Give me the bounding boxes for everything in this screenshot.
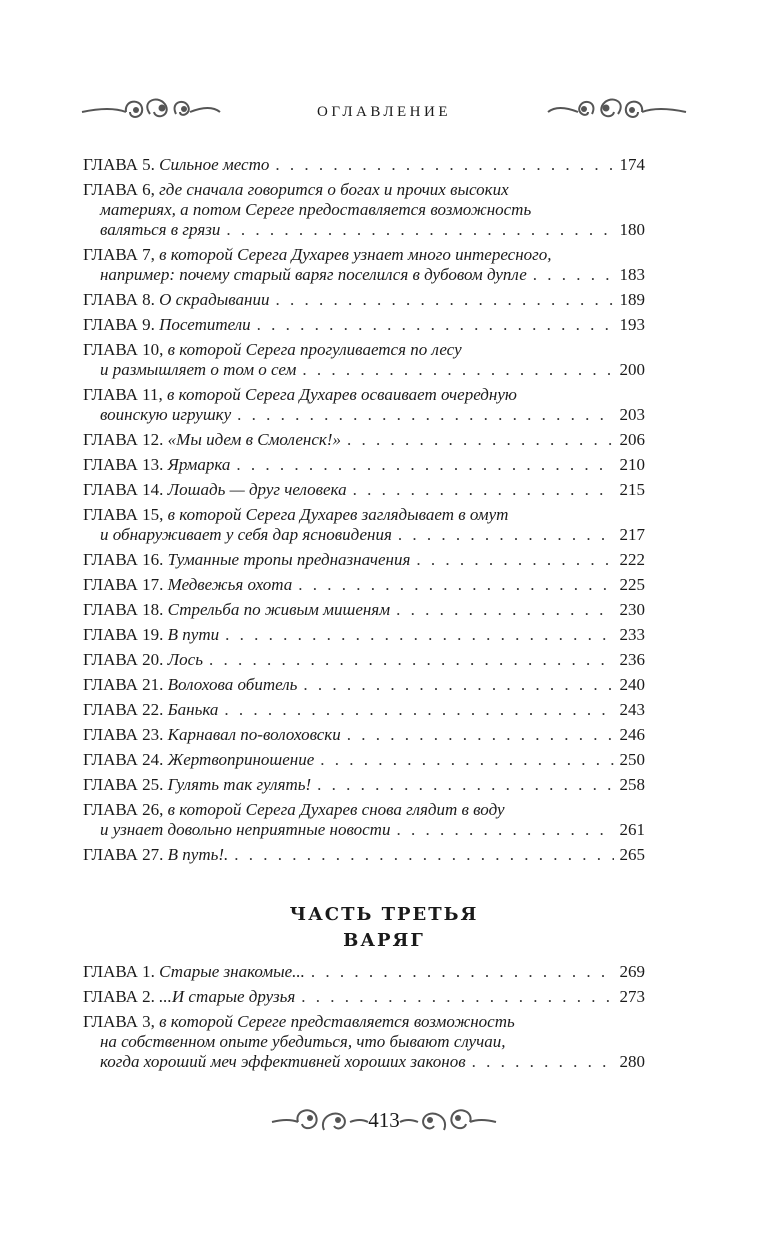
chapter-label: ГЛАВА 10,	[83, 340, 168, 359]
toc-entry	[83, 455, 645, 475]
chapter-page-number: 236	[619, 650, 645, 669]
dot-leader	[341, 725, 614, 745]
toc-entry-line	[83, 430, 645, 450]
chapter-label: ГЛАВА 3,	[83, 1012, 160, 1031]
dot-leader	[390, 820, 613, 840]
chapter-page-number: 243	[619, 700, 645, 719]
toc-entry-line	[83, 265, 645, 285]
chapter-title: Банька	[167, 700, 219, 719]
chapter-title: Ярмарка	[167, 455, 231, 474]
chapter-title: в которой Серега Духарев снова глядит в воду	[167, 800, 505, 819]
chapter-label: ГЛАВА 2.	[83, 987, 160, 1006]
dot-leader	[527, 265, 614, 285]
dot-leader	[231, 405, 613, 425]
toc-entry-line	[83, 962, 645, 982]
chapter-page-number: 230	[619, 600, 645, 619]
toc-entry-line	[83, 480, 645, 500]
chapter-title: Лошадь — друг человека	[167, 480, 347, 499]
chapter-label: ГЛАВА 23.	[83, 725, 168, 744]
toc-entry-line	[83, 725, 645, 745]
chapter-title: «Мы идем в Смоленск!»	[167, 430, 341, 449]
chapter-title: Гулять так гулять!	[167, 775, 312, 794]
chapter-title: воинскую игрушку	[100, 405, 232, 424]
chapter-title: и узнает довольно неприятные новости	[100, 820, 391, 839]
chapter-label: ГЛАВА 15,	[83, 505, 168, 524]
chapter-page-number: 273	[619, 987, 645, 1006]
toc-entry	[83, 180, 645, 240]
toc-entry	[83, 340, 645, 380]
chapter-label: ГЛАВА 19.	[83, 625, 168, 644]
chapter-label: ГЛАВА 16.	[83, 550, 168, 569]
chapter-title: О скрадывании	[159, 290, 270, 309]
chapter-page-number: 246	[619, 725, 645, 744]
dot-leader	[219, 625, 613, 645]
toc-entry	[83, 750, 645, 770]
dot-leader	[292, 575, 613, 595]
toc-entry	[83, 845, 645, 865]
chapter-page-number: 261	[619, 820, 645, 839]
toc-entry	[83, 962, 645, 982]
chapter-label: ГЛАВА 20.	[83, 650, 168, 669]
toc-entry-line	[83, 600, 645, 620]
chapter-title: Старые знакомые...	[159, 962, 305, 981]
toc-entry-line	[83, 575, 645, 595]
toc-entry-line	[83, 775, 645, 795]
chapter-page-number: 217	[619, 525, 645, 544]
chapter-label: ГЛАВА 22.	[83, 700, 168, 719]
chapter-label: ГЛАВА 14.	[83, 480, 168, 499]
chapter-title: материях, а потом Сереге предоставляется возможность	[100, 200, 532, 219]
toc-entry-line	[83, 155, 645, 175]
toc-entry	[83, 430, 645, 450]
chapter-label: ГЛАВА 24.	[83, 750, 168, 769]
chapter-label: ГЛАВА 5.	[83, 155, 160, 174]
chapter-page-number: 240	[619, 675, 645, 694]
toc-entry-line	[83, 385, 645, 405]
toc-entry	[83, 575, 645, 595]
toc-entry-line	[83, 1012, 645, 1032]
chapter-title: и размышляет о том о сем	[100, 360, 297, 379]
chapter-page-number: 215	[619, 480, 645, 499]
toc-entry-line	[83, 1052, 645, 1072]
chapter-page-number: 200	[619, 360, 645, 379]
chapter-page-number: 222	[619, 550, 645, 569]
chapter-page-number: 193	[619, 315, 645, 334]
toc-entry	[83, 800, 645, 840]
dot-leader	[392, 525, 614, 545]
toc-entry-line	[83, 220, 645, 240]
chapter-page-number: 210	[619, 455, 645, 474]
dot-leader	[347, 480, 614, 500]
toc-entry-line	[83, 360, 645, 380]
chapter-title: когда хороший меч эффективней хороших законов	[100, 1052, 466, 1071]
toc-entry	[83, 987, 645, 1007]
dot-leader	[466, 1052, 614, 1072]
chapter-label: ГЛАВА 6,	[83, 180, 160, 199]
toc-entry	[83, 385, 645, 425]
dot-leader	[251, 315, 614, 335]
toc-entry	[83, 725, 645, 745]
chapter-page-number: 174	[619, 155, 645, 174]
chapter-title: и обнаруживает у себя дар ясновидения	[100, 525, 392, 544]
chapter-title: например: почему старый варяг поселился в дубовом дупле	[100, 265, 527, 284]
dot-leader	[218, 700, 613, 720]
dot-leader	[297, 675, 613, 695]
toc-entry-line	[83, 405, 645, 425]
chapter-title: Посетители	[159, 315, 251, 334]
toc-entry-line	[83, 340, 645, 360]
ornament-right-icon	[528, 92, 688, 128]
toc-entry-line	[83, 455, 645, 475]
chapter-title: в которой Серега прогуливается по лесу	[167, 340, 462, 359]
chapter-page-number: 250	[619, 750, 645, 769]
chapter-title: В пути	[167, 625, 220, 644]
chapter-label: ГЛАВА 13.	[83, 455, 168, 474]
chapter-title: Сильное место	[159, 155, 270, 174]
toc-entry-line	[83, 750, 645, 770]
page-footer	[0, 1100, 768, 1144]
chapter-label: ГЛАВА 7,	[83, 245, 160, 264]
chapter-title: в которой Серега Духарев узнает много интересного,	[159, 245, 552, 264]
page-number: 413	[368, 1108, 400, 1132]
chapter-page-number: 189	[619, 290, 645, 309]
dot-leader	[296, 360, 613, 380]
dot-leader	[390, 600, 613, 620]
toc-entry-line	[83, 200, 645, 220]
dot-leader	[295, 987, 613, 1007]
toc-entry-line	[83, 550, 645, 570]
chapter-label: ГЛАВА 1.	[83, 962, 160, 981]
toc-entry-line	[83, 315, 645, 335]
chapter-title: Медвежья охота	[167, 575, 293, 594]
toc-entry	[83, 550, 645, 570]
chapter-title: где сначала говорится о богах и прочих высоких	[159, 180, 509, 199]
chapter-title: в которой Сереге представляется возможность	[159, 1012, 515, 1031]
toc-entry-line	[83, 845, 645, 865]
chapter-title: Волохова обитель	[167, 675, 298, 694]
chapter-label: ГЛАВА 21.	[83, 675, 168, 694]
toc-entry-line	[83, 820, 645, 840]
dot-leader	[269, 155, 613, 175]
dot-leader	[220, 220, 613, 240]
chapter-page-number: 233	[619, 625, 645, 644]
toc-entry-line	[83, 700, 645, 720]
toc-entry	[83, 505, 645, 545]
toc-entry-line	[83, 800, 645, 820]
part-title: ЧАСТЬ ТРЕТЬЯ	[289, 904, 479, 925]
chapter-page-number: 203	[619, 405, 645, 424]
part-heading	[0, 902, 768, 954]
chapter-label: ГЛАВА 9.	[83, 315, 160, 334]
chapter-title: Жертвоприношение	[167, 750, 315, 769]
toc-entry	[83, 1012, 645, 1072]
footer-ornament-right-icon	[392, 1100, 500, 1144]
chapter-label: ГЛАВА 26,	[83, 800, 168, 819]
dot-leader	[230, 455, 613, 475]
chapter-title: Лось	[167, 650, 203, 669]
toc-entry-line	[83, 245, 645, 265]
chapter-label: ГЛАВА 12.	[83, 430, 168, 449]
running-header-title: ОГЛАВЛЕНИЕ	[317, 104, 451, 120]
toc-entry	[83, 290, 645, 310]
dot-leader	[305, 962, 614, 982]
chapter-page-number: 206	[619, 430, 645, 449]
dot-leader	[311, 775, 613, 795]
chapter-label: ГЛАВА 11,	[83, 385, 168, 404]
toc-entry	[83, 245, 645, 285]
chapter-label: ГЛАВА 27.	[83, 845, 168, 864]
chapter-title: В путь!.	[167, 845, 229, 864]
toc-entry	[83, 650, 645, 670]
toc-entry	[83, 625, 645, 645]
toc-entry	[83, 700, 645, 720]
toc-entry	[83, 155, 645, 175]
toc-entry-line	[83, 525, 645, 545]
chapter-page-number: 180	[619, 220, 645, 239]
dot-leader	[203, 650, 614, 670]
dot-leader	[341, 430, 614, 450]
chapter-title: в которой Серега Духарев заглядывает в омут	[167, 505, 509, 524]
chapter-title: в которой Серега Духарев осваивает очередную	[167, 385, 517, 404]
chapter-page-number: 225	[619, 575, 645, 594]
toc-entry	[83, 775, 645, 795]
toc-entry-line	[83, 650, 645, 670]
chapter-title: валяться в грязи	[100, 220, 221, 239]
chapter-label: ГЛАВА 8.	[83, 290, 160, 309]
toc-entry	[83, 480, 645, 500]
chapter-label: ГЛАВА 18.	[83, 600, 168, 619]
toc-entry-line	[83, 290, 645, 310]
part-subtitle: ВАРЯГ	[343, 930, 425, 951]
dot-leader	[314, 750, 613, 770]
chapter-title: Карнавал по-волоховски	[167, 725, 341, 744]
chapter-title: Туманные тропы предназначения	[167, 550, 411, 569]
toc-entry-line	[83, 675, 645, 695]
page-header	[0, 92, 768, 132]
toc-entry	[83, 600, 645, 620]
toc-entry-line	[83, 625, 645, 645]
toc-entry-line	[83, 505, 645, 525]
toc-list-part-three	[83, 962, 645, 1077]
toc-entry-line	[83, 1032, 645, 1052]
chapter-title: Стрельба по живым мишеням	[167, 600, 391, 619]
chapter-page-number: 183	[619, 265, 645, 284]
toc-entry-line	[83, 180, 645, 200]
chapter-page-number: 280	[619, 1052, 645, 1071]
chapter-label: ГЛАВА 17.	[83, 575, 168, 594]
chapter-title: на собственном опыте убедиться, что бывают случаи,	[100, 1032, 506, 1051]
chapter-page-number: 258	[619, 775, 645, 794]
dot-leader	[270, 290, 614, 310]
dot-leader	[410, 550, 613, 570]
toc-entry-line	[83, 987, 645, 1007]
chapter-title: ...И старые друзья	[159, 987, 296, 1006]
toc-entry	[83, 675, 645, 695]
dot-leader	[228, 845, 613, 865]
chapter-page-number: 269	[619, 962, 645, 981]
chapter-label: ГЛАВА 25.	[83, 775, 168, 794]
chapter-page-number: 265	[619, 845, 645, 864]
toc-list	[83, 155, 645, 870]
toc-entry	[83, 315, 645, 335]
